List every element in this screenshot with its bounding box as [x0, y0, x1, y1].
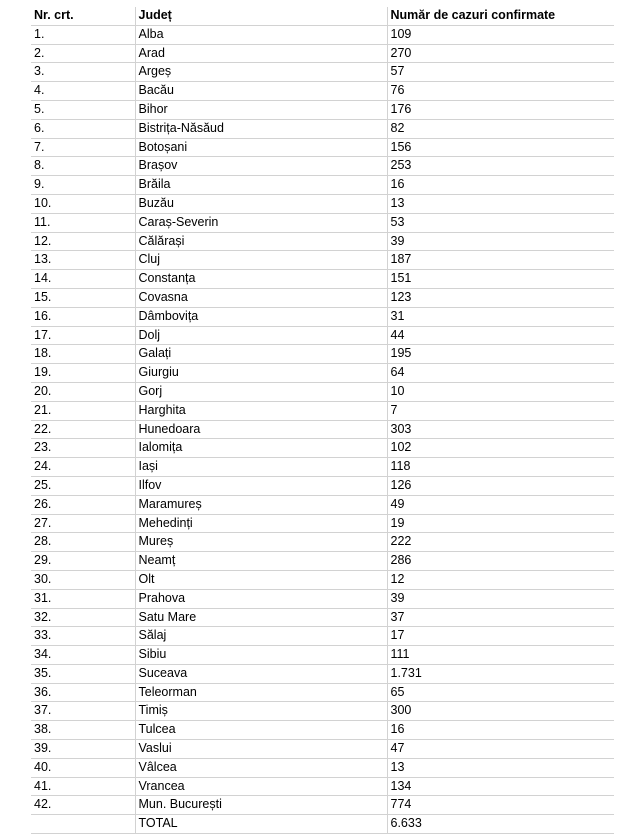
county-name: Timiș [135, 702, 387, 721]
case-count: 300 [387, 702, 614, 721]
county-name: Mureș [135, 533, 387, 552]
case-count: 187 [387, 251, 614, 270]
table-row [31, 213, 614, 232]
row-number: 7. [31, 138, 135, 157]
case-count: 82 [387, 119, 614, 138]
county-name: Bacău [135, 82, 387, 101]
table-row [31, 251, 614, 270]
row-number: 34. [31, 646, 135, 665]
county-name: Mun. București [135, 796, 387, 815]
header-nr-crt: Nr. crt. [31, 7, 135, 25]
row-number: 29. [31, 552, 135, 571]
table-row [31, 288, 614, 307]
case-count: 49 [387, 495, 614, 514]
case-count: 13 [387, 758, 614, 777]
total-label: TOTAL [135, 815, 387, 834]
case-count: 39 [387, 589, 614, 608]
case-count: 253 [387, 157, 614, 176]
county-name: Prahova [135, 589, 387, 608]
table-body [31, 25, 614, 814]
row-number: 28. [31, 533, 135, 552]
county-name: Hunedoara [135, 420, 387, 439]
row-number: 11. [31, 213, 135, 232]
table-row [31, 495, 614, 514]
table-row [31, 514, 614, 533]
case-count: 134 [387, 777, 614, 796]
table-row [31, 589, 614, 608]
county-name: Botoșani [135, 138, 387, 157]
row-number: 3. [31, 63, 135, 82]
county-name: Suceava [135, 664, 387, 683]
table-row [31, 82, 614, 101]
row-number: 21. [31, 401, 135, 420]
county-name: Caraș-Severin [135, 213, 387, 232]
row-number: 30. [31, 570, 135, 589]
total-row [31, 815, 614, 834]
table-row [31, 646, 614, 665]
header-judet: Județ [135, 7, 387, 25]
case-count: 123 [387, 288, 614, 307]
row-number: 25. [31, 476, 135, 495]
row-number: 5. [31, 100, 135, 119]
row-number: 12. [31, 232, 135, 251]
row-number: 18. [31, 345, 135, 364]
table-row [31, 476, 614, 495]
county-name: Neamț [135, 552, 387, 571]
table-row [31, 758, 614, 777]
case-count: 13 [387, 194, 614, 213]
row-number: 8. [31, 157, 135, 176]
row-number: 23. [31, 439, 135, 458]
case-count: 44 [387, 326, 614, 345]
table-header [31, 7, 614, 25]
county-name: Bihor [135, 100, 387, 119]
case-count: 64 [387, 364, 614, 383]
table-row [31, 796, 614, 815]
row-number: 33. [31, 627, 135, 646]
case-count: 109 [387, 25, 614, 44]
county-name: Vâlcea [135, 758, 387, 777]
table-row [31, 232, 614, 251]
case-count: 1.731 [387, 664, 614, 683]
table-row [31, 552, 614, 571]
row-number: 15. [31, 288, 135, 307]
table-row [31, 683, 614, 702]
row-number: 9. [31, 176, 135, 195]
case-count: 16 [387, 721, 614, 740]
case-count: 76 [387, 82, 614, 101]
table-row [31, 194, 614, 213]
case-count: 195 [387, 345, 614, 364]
table-row [31, 533, 614, 552]
county-name: Ilfov [135, 476, 387, 495]
case-count: 12 [387, 570, 614, 589]
county-name: Călărași [135, 232, 387, 251]
table-row [31, 702, 614, 721]
row-number: 17. [31, 326, 135, 345]
case-count: 151 [387, 270, 614, 289]
row-number: 41. [31, 777, 135, 796]
row-number: 19. [31, 364, 135, 383]
table-row [31, 176, 614, 195]
table-row [31, 664, 614, 683]
county-name: Constanța [135, 270, 387, 289]
table-row [31, 100, 614, 119]
case-count: 102 [387, 439, 614, 458]
row-number: 24. [31, 458, 135, 477]
county-name: Mehedinți [135, 514, 387, 533]
county-name: Olt [135, 570, 387, 589]
case-count: 126 [387, 476, 614, 495]
county-name: Covasna [135, 288, 387, 307]
row-number: 14. [31, 270, 135, 289]
case-count: 222 [387, 533, 614, 552]
table-row [31, 777, 614, 796]
case-count: 10 [387, 382, 614, 401]
total-value: 6.633 [387, 815, 614, 834]
county-name: Argeș [135, 63, 387, 82]
table-row [31, 157, 614, 176]
case-count: 16 [387, 176, 614, 195]
row-number: 26. [31, 495, 135, 514]
case-count: 57 [387, 63, 614, 82]
row-number: 35. [31, 664, 135, 683]
table-row [31, 401, 614, 420]
row-number: 13. [31, 251, 135, 270]
table-row [31, 570, 614, 589]
county-name: Tulcea [135, 721, 387, 740]
row-number: 2. [31, 44, 135, 63]
table-footer [31, 815, 614, 834]
table-row [31, 420, 614, 439]
county-name: Sălaj [135, 627, 387, 646]
table-row [31, 740, 614, 759]
county-name: Harghita [135, 401, 387, 420]
row-number: 20. [31, 382, 135, 401]
row-number: 22. [31, 420, 135, 439]
county-name: Giurgiu [135, 364, 387, 383]
county-name: Buzău [135, 194, 387, 213]
table-row [31, 627, 614, 646]
table-row [31, 138, 614, 157]
case-count: 270 [387, 44, 614, 63]
case-count: 31 [387, 307, 614, 326]
table-row [31, 364, 614, 383]
county-name: Satu Mare [135, 608, 387, 627]
row-number: 27. [31, 514, 135, 533]
case-count: 37 [387, 608, 614, 627]
row-number: 10. [31, 194, 135, 213]
case-count: 774 [387, 796, 614, 815]
confirmed-cases-table [31, 7, 614, 834]
case-count: 286 [387, 552, 614, 571]
table-row [31, 25, 614, 44]
row-number: 31. [31, 589, 135, 608]
row-number: 38. [31, 721, 135, 740]
county-name: Cluj [135, 251, 387, 270]
row-number: 32. [31, 608, 135, 627]
row-number: 16. [31, 307, 135, 326]
county-name: Dâmbovița [135, 307, 387, 326]
county-name: Brăila [135, 176, 387, 195]
table-row [31, 608, 614, 627]
table-row [31, 345, 614, 364]
table-row [31, 458, 614, 477]
header-cases: Număr de cazuri confirmate [387, 7, 614, 25]
row-number: 1. [31, 25, 135, 44]
row-number: 39. [31, 740, 135, 759]
table-row [31, 44, 614, 63]
row-number: 4. [31, 82, 135, 101]
case-count: 39 [387, 232, 614, 251]
row-number: 37. [31, 702, 135, 721]
table-row [31, 326, 614, 345]
county-name: Ialomița [135, 439, 387, 458]
total-empty-cell [31, 815, 135, 834]
table-row [31, 382, 614, 401]
header-row [31, 7, 614, 25]
case-count: 176 [387, 100, 614, 119]
case-count: 19 [387, 514, 614, 533]
table-row [31, 307, 614, 326]
case-count: 17 [387, 627, 614, 646]
table-row [31, 270, 614, 289]
county-name: Vrancea [135, 777, 387, 796]
row-number: 36. [31, 683, 135, 702]
county-name: Alba [135, 25, 387, 44]
county-name: Teleorman [135, 683, 387, 702]
case-count: 156 [387, 138, 614, 157]
case-count: 65 [387, 683, 614, 702]
county-name: Dolj [135, 326, 387, 345]
row-number: 40. [31, 758, 135, 777]
row-number: 42. [31, 796, 135, 815]
county-name: Arad [135, 44, 387, 63]
county-name: Sibiu [135, 646, 387, 665]
county-name: Maramureș [135, 495, 387, 514]
county-name: Galați [135, 345, 387, 364]
case-count: 47 [387, 740, 614, 759]
table-row [31, 439, 614, 458]
case-count: 7 [387, 401, 614, 420]
county-name: Brașov [135, 157, 387, 176]
case-count: 53 [387, 213, 614, 232]
case-count: 118 [387, 458, 614, 477]
county-name: Vaslui [135, 740, 387, 759]
county-name: Bistrița-Năsăud [135, 119, 387, 138]
row-number: 6. [31, 119, 135, 138]
table-row [31, 63, 614, 82]
table-row [31, 119, 614, 138]
case-count: 303 [387, 420, 614, 439]
county-name: Gorj [135, 382, 387, 401]
county-name: Iași [135, 458, 387, 477]
case-count: 111 [387, 646, 614, 665]
table-row [31, 721, 614, 740]
